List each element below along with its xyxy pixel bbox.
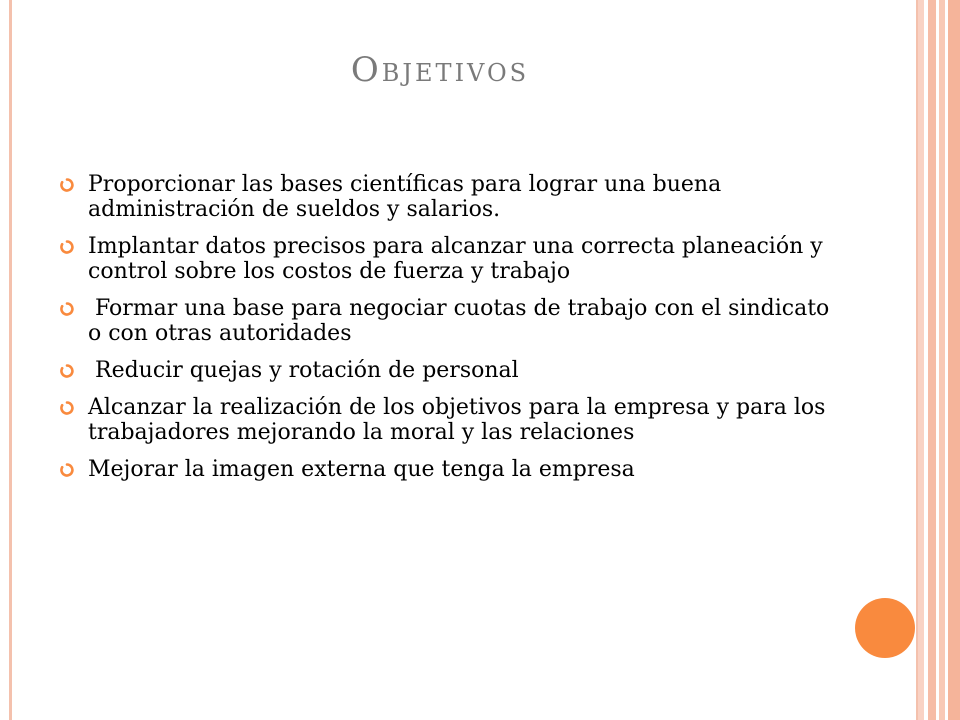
- bullet-text: Proporcionar las bases científicas para lograr una buena administración de sueldos y salarios.: [88, 172, 722, 222]
- bullet-text: Reducir quejas y rotación de personal: [88, 358, 519, 383]
- ring-bullet-icon: [60, 401, 74, 415]
- bullet-item: [60, 172, 840, 222]
- ring-bullet-icon: [60, 463, 74, 477]
- orange-circle-decoration: [855, 598, 915, 658]
- bullet-text: Formar una base para negociar cuotas de trabajo con el sindicato o con otras autoridades: [88, 296, 837, 346]
- slide-title: Objetivos: [350, 50, 530, 90]
- bullet-text: Alcanzar la realización de los objetivos para la empresa y para los trabajadores mejorando la moral y las relaciones: [88, 395, 826, 445]
- bullet-item: [60, 296, 840, 346]
- ring-bullet-icon: [60, 240, 74, 254]
- bullet-text: Mejorar la imagen externa que tenga la empresa: [88, 457, 635, 482]
- bullet-item: [60, 457, 840, 482]
- bullet-item: [60, 395, 840, 445]
- bullet-text: Implantar datos precisos para alcanzar una correcta planeación y control sobre los costos de fuerza y trabajo: [88, 234, 823, 284]
- ring-bullet-icon: [60, 302, 74, 316]
- ring-bullet-icon: [60, 178, 74, 192]
- side-stripes-decoration: [918, 0, 960, 720]
- bullet-item: [60, 234, 840, 284]
- ring-bullet-icon: [60, 364, 74, 378]
- bullet-list: [60, 172, 840, 494]
- bullet-item: [60, 358, 840, 383]
